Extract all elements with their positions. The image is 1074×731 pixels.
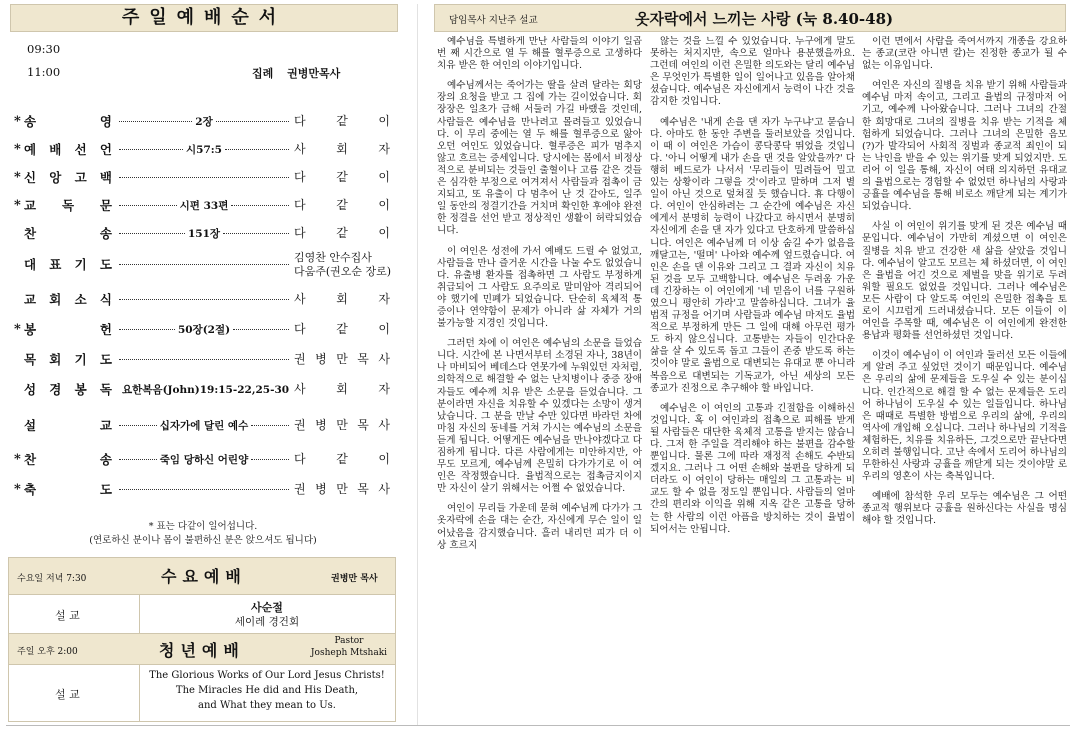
order-item-name: 찬 송 (24, 226, 112, 241)
sermon-header (434, 4, 1066, 32)
order-item-name: 설 교 (24, 418, 112, 433)
youth-sermon-line3: and What they mean to Us. (197, 700, 336, 711)
sermon-paragraph: 그러던 차에 이 여인은 예수님의 소문을 들었습니다. 시간에 본 나면서부터 소경된 자나, 38년이나 마비되어 베데스다 연못가에 누워있던 자처럼, 의학적으로 해결할 수 없는 난치병이나 중증 장애자들도 예수께 치유 받은 소문을 듣었습니다. 그 분이라면 자신을 치유할 수 있겠다는 소망이 생겨났습니다. 그 분을 만날 수만 있다면 바라던 차에 마침 자신의 동네를 거쳐 가시는 예수님의 소문을 듣게 됩니다. 어떻게든 예수님을 만나야겠다고 다짐하게 됩니다. 다른 사람에게는 미안하지만, 아무도 모르게, 예수님께 은밀히 다가가기로 이 여인은 작정했습니다. 율법적으로는 접촉금지이지만 자신이 살기 위해서는 어쩔 수 없었습니다. (437, 338, 642, 495)
order-item-name: 봉 헌 (24, 322, 112, 337)
stand-marker: * (14, 114, 21, 129)
order-row (14, 224, 392, 244)
order-row (14, 380, 392, 400)
bottom-rule (6, 725, 1070, 726)
order-item-leader: 사 회 자 (294, 382, 390, 396)
order-item-leader: 다 같 이 (294, 198, 390, 212)
stand-marker: * (14, 198, 21, 213)
wednesday-speaker: 사순절 (251, 601, 283, 614)
order-item-detail (116, 482, 292, 496)
wednesday-title: 수요예배 (161, 567, 247, 586)
order-item-name: 신 앙 고 백 (24, 170, 112, 185)
order-item-name: 대 표 기 도 (24, 257, 112, 272)
order-item-detail: 50장(2절) (116, 322, 292, 336)
wednesday-sermon-label: 설 교 (55, 609, 80, 622)
order-item-name: 송 영 (24, 114, 112, 129)
order-item-detail (116, 170, 292, 184)
wednesday-service-body (8, 594, 396, 634)
order-row (14, 350, 392, 370)
order-item-name: 교 회 소 식 (24, 292, 112, 307)
sermon-title: 옷자락에서 느끼는 사랑 (눅 8.40-48) (635, 10, 894, 28)
order-row (14, 112, 392, 132)
youth-pastor-name: Josheph Mtshaki (310, 648, 388, 658)
sermon-paragraph: 않는 것을 느낄 수 있었습니다. 누구에게 말도 못하는 처지지만, 속으로 얼마나 용분했을까요. 그런데 여인의 이런 은밀한 의도와는 달리 예수님은 무엇인가 특별한 일이 일어나고 있음을 알아채셨습니다. 예수님은 자신에게서 능력이 나간 것을 감지한 것입니다. (650, 36, 855, 108)
youth-time: 주일 오후 2:00 (17, 647, 78, 657)
order-item-name: 성 경 봉 독 (24, 382, 112, 397)
order-item-detail: 십자가에 달린 예수 (116, 418, 292, 432)
wednesday-speaker-sub: 세이레 경건회 (234, 616, 300, 628)
order-row (14, 251, 392, 278)
sermon-paragraph: 이것이 예수님이 이 여인과 둘러선 모든 이들에게 알려 주고 싶었던 것이기 때문입니다. 예수님은 우리의 삶에 문제들을 도우실 수 있는 분이십니다. 인간적으로 해결 할 수 없는 문제들은 도리어 하나님이 도우실 수 있는 일들입니다. 하나님은 때때로 특별한 방법으로 우리의 삶에, 우리의 역사에 개입해 오십니다. 그러나 하나님의 기적을 체험하든, 치유를 치유하든, 그것으로만 끝난다면 오히려 불행입니다. 고난 속에서 도리어 하나님의 무한하신 사랑과 긍휼을 깨닫게 되는 것이야말 로 우리의 영혼이 사는 축복입니다. (862, 350, 1067, 483)
wednesday-leader: 권병만 목사 (331, 574, 378, 584)
order-item-leader: 다 같 이 (294, 322, 390, 336)
order-row (14, 480, 392, 500)
sermon-paragraph: 여인이 무리들 가운데 묻혀 예수님께 다가가 그 옷자락에 손을 대는 순간, 자신에게 무슨 일이 일어났음을 감지했습니다. 흘러 내리던 피가 더 이상 흐르지 (437, 503, 642, 551)
order-item-leader: 사 회 자 (294, 142, 390, 156)
stand-marker: * (14, 322, 21, 337)
youth-service-header (8, 633, 396, 665)
stand-marker: * (14, 142, 21, 157)
order-item-leader: 다 같 이 (294, 452, 390, 466)
order-item-name: 목 회 기 도 (24, 352, 112, 367)
sermon-paragraph: 예수님께서는 죽어가는 딸을 살려 달라는 회당장의 요청을 받고 그 집에 가는 길이었습니다. 회장장은 일초가 급해 서둘러 가길 바랬을 것인데, 사람들은 예수님을 만나려고 몰려들고 있었습니다. 이 무리 중에는 열 두 해를 혈루증으로 앓아 오던 여인도 있었습니다. 혈루증은 피가 멈추지 않고 흐르는 증세입니다. 당시에는 몸에서 비정상적으로 분비되는 것들인 출혈이나 고름 같은 것들은 심각한 부정으로 여겨져서 사람들과 접촉이 금지되고, 또 유출이 다 멈추어 난 것 같아도, 일주일 동안의 정결기간을 거치며 확인한 후에야 완전한 정결을 선언 받고 정상적인 생활이 허락되었습니다. (437, 80, 642, 237)
order-item-leader: 권 병 만 목 사 (294, 418, 390, 432)
youth-pastor-label: Pastor (334, 636, 364, 646)
sermon-paragraph: 이런 면에서 사람을 죽여서까지 개종을 강요하는 종교(코란 아니면 칼)는 진정한 종교가 될 수 없는 이유입니다. (862, 36, 1067, 72)
order-item-detail: 151장 (116, 226, 292, 240)
order-item-detail: 시편 33편 (116, 198, 292, 212)
presiding-minister: 집례 권병만목사 (252, 67, 341, 80)
sermon-paragraph: 예배에 참석한 우리 모두는 예수님은 그 어떤 종교적 행위보다 긍휼을 원하신다는 사실을 명심해야 할 것입니다. (862, 491, 1067, 527)
sermon-paragraph: 사실 이 여인이 위기를 맞게 된 것은 예수님 때문입니다. 예수님이 가만히 계셨으면 이 여인은 질병을 치유 받고 건강한 새 삶을 살았을 것입니다. 예수님이 알고도 모르는 체 하셨더면, 이 여인은 율법을 어긴 것으로 제벌을 맞을 위기로 두려워할 필요도 없었을 것입니다. 그러나 예수님은 모든 사람이 다 알도록 여인의 은밀한 접촉을 토로이 시끄럽게 드러내셨습니다. 모든 이들이 이 여인을 주목할 때, 예수님은 이 여인에게 완전한 용납과 평화를 선언하셨던 것입니다. (862, 221, 1067, 342)
wednesday-service-header (8, 557, 396, 595)
order-item-leader: 다 같 이 (294, 114, 390, 128)
order-item-name: 찬 송 (24, 452, 112, 467)
youth-sermon-label: 설 교 (55, 688, 80, 701)
panel-divider (417, 4, 418, 726)
standing-note: * 표는 다같이 일어섭니다. (148, 521, 258, 532)
order-item-detail (116, 352, 292, 366)
order-item-detail (116, 292, 292, 306)
order-item-leader: 사 회 자 (294, 292, 390, 306)
sermon-paragraph: 예수님은 '내게 손을 댄 자가 누구냐'고 묻습니다. 아마도 한 동안 주변을 둘러보았을 것입니다. 이 때 이 여인은 가슴이 콩닥콩닥 뛰었을 것입니다. '아니 어떻게 내가 손을 댄 것을 알았을까?' 다행히 베드로가 나서서 '무리들이 밀려들어 밀고 있는 상황이라 그렇을 것'이라고 말하며 그저 별일이 아닌 것으로 덮쳐질 듯 했습니다. 휴 다행이다. 여인이 안심하려는 그 순간에 예수님은 자신에게서 분명히 능력이 나갔다고 하시면서 분명히 자신에게 손을 댄 자가 있다고 단호하게 말씀하십니다. 여인은 예수님께 더 이상 숨길 수가 없음을 깨달고는, '떨며' 나아와 예수께 엎드렸습니다. 여인은 손을 댄 이유와 그리고 그 결과 자신이 치유된 것을 모두 고백합니다. 예수님은 두려움 가운데 긴장하는 이 여인에게 '네 믿음이 너를 구원하였으니 평안히 가라'고 말씀하십니다. 그녀가 율법적 규정을 어기며 사람들과 예수님 마저도 율법적으로 부정하게 만든 그 일에 대해 아무런 평가도 하지 않으십니다. 고통받는 자들이 인간다운 삶을 살 수 있도록 돕고 그들이 존중 받도록 하는 것이야 말로 율법으로 대변되는 유대교 뿐 아니라 복음으로 대변되는 기독교가, 아닌 세상의 모든 종교가 진정으로 추구해야 할 바입니다. (650, 116, 855, 394)
order-row (14, 196, 392, 216)
order-row (14, 320, 392, 340)
stand-marker: * (14, 452, 21, 467)
sermon-column-1 (437, 36, 642, 726)
order-item-leader: 권 병 만 목 사 (294, 352, 390, 366)
order-row (14, 450, 392, 470)
order-item-leader: 다 같 이 (294, 170, 390, 184)
order-row (14, 168, 392, 188)
order-item-leader: 권 병 만 목 사 (294, 482, 390, 496)
order-item-leader: 다 같 이 (294, 226, 390, 240)
order-item-detail: 죽임 당하신 어린양 (116, 452, 292, 466)
order-item-name: 예 배 선 언 (24, 142, 112, 157)
order-item-name: 축 도 (24, 482, 112, 497)
order-item-detail: 시57:5 (116, 142, 292, 156)
sermon-column-2 (650, 36, 855, 726)
youth-sermon-line1: The Glorious Works of Our Lord Jesus Christs! (149, 670, 385, 681)
sermon-paragraph: 여인은 자신의 질병을 치유 받기 위해 사람들과 예수님 마저 속이고, 그리고 율법의 규정마저 어기고, 예수께 나아왔습니다. 그러나 그녀의 간절한 희망대로 그녀의 질병을 치유 받는 기적을 체험하게 되었습니다. 그러나 그녀의 은밀한 음모(?)가 발각되어 사회적 징벌과 종교적 죄인이 되는 낙인을 받을 수 있는 위기를 맞게 되었지만. 도리어 이 일을 통해, 자신이 여태 의지하던 유대교의 율법으로는 경험할 수 없었던 하나님의 사랑과 긍휼을 예수님을 통해 비로소 깨닫게 되는 계기가 되었습니다. (862, 80, 1067, 213)
sermon-tag: 담임목사 지난주 설교 (449, 15, 538, 26)
order-item-leader: 김영찬 안수집사 다움주(권오순 장로) (294, 251, 392, 278)
order-row (14, 140, 392, 160)
order-item-detail (116, 257, 292, 271)
worship-order-title: 주일예배순서 (10, 4, 398, 32)
youth-service-body (8, 664, 396, 722)
time-second-service: 11:00 (27, 65, 61, 79)
order-row (14, 290, 392, 310)
time-first-service: 09:30 (27, 42, 61, 56)
order-item-name: 교 독 문 (24, 198, 112, 213)
order-item-detail: 2장 (116, 114, 292, 128)
order-row (14, 416, 392, 436)
sermon-paragraph: 예수님은 이 여인의 고통과 긴절함을 이해하신 것입니다. 혹 이 여인과의 접촉으로 피해를 받게 될 사람들은 대단한 육체적 고통을 받지는 않습니다. 그저 한 주일을 격리해야 하는 불편을 감수할 뿐입니다. 물론 그에 따라 재정적 손해도 수반되겠지요. 그러나 그 어떤 손해와 불편을 당하게 되더라도 이 여인이 당하는 매일의 그 고통과는 비교도 할 수 없을 정도일 뿐입니다. 사람들의 얼마간의 편리와 이익을 위해 지옥 같은 고통을 당하는 한 사람의 이런 아픔을 방치하는 것이 율법이 되어서는 안됩니다. (650, 402, 855, 535)
seated-note: (연로하신 분이나 몸이 불편하신 분은 앉으셔도 됩니다) (89, 535, 317, 546)
stand-marker: * (14, 482, 21, 497)
sermon-paragraph: 예수님을 특별하게 만난 사람들의 이야기 일곱 번 째 시간으로 열 두 해를 혈루증으로 고생하다 치유 받은 한 여인의 이야기입니다. (437, 36, 642, 72)
wednesday-time: 수요일 저녁 7:30 (17, 574, 87, 584)
order-item-detail: 요한복음(John)19:15-22,25-30 (122, 383, 290, 396)
sermon-paragraph: 이 여인은 성전에 가서 예배도 드릴 수 없었고, 사람들을 만나 즐거운 시간을 나눌 수도 없었습니다. 유출병 환자를 접촉하면 그 사람도 부정하게 취급되어 그 사람도 요주의로 말미암아 격리되어야 했기에 민폐가 되었습니다. 단순히 육체적 통증이나 연약함이 문제가 아니라 삶 자체가 거의 불가능할 지경인 것입니다. (437, 245, 642, 330)
stand-marker: * (14, 170, 21, 185)
sermon-column-3 (862, 36, 1067, 726)
youth-title: 청년예배 (159, 641, 245, 660)
youth-sermon-line2: The Miracles He did and His Death, (175, 685, 359, 696)
